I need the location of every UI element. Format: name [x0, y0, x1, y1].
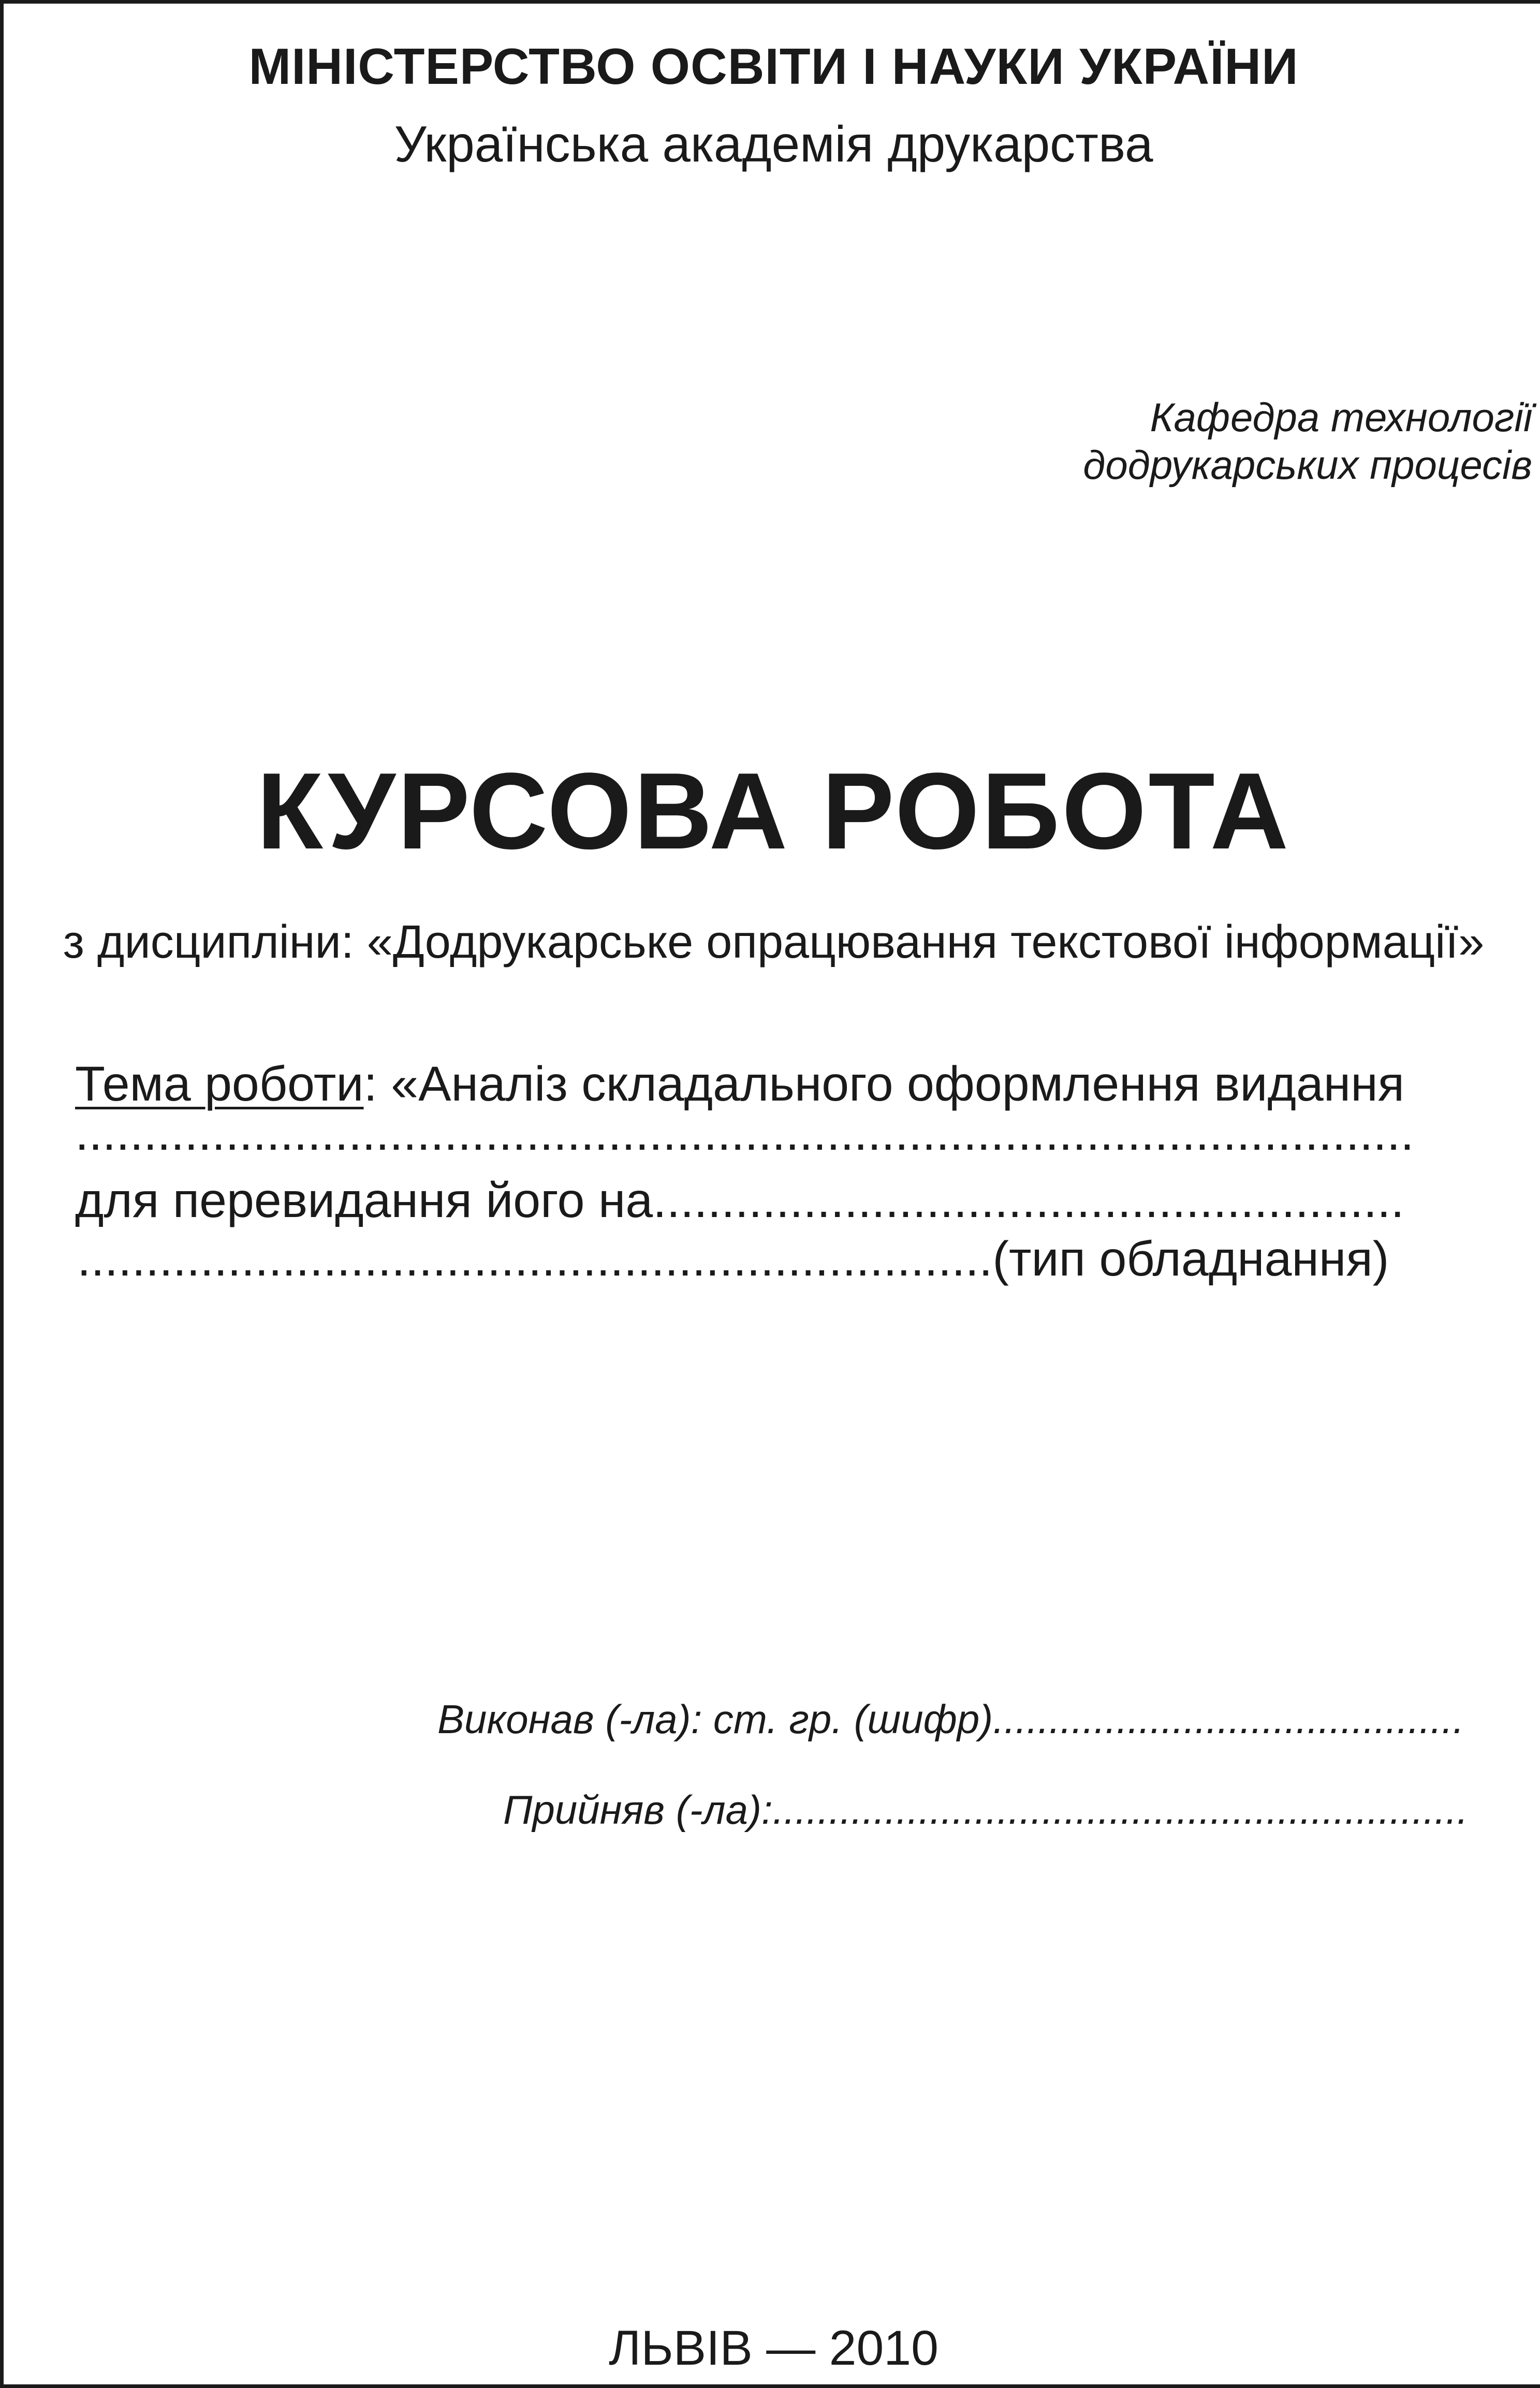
theme-line-4: ...................................................................(тип обладнання) — [77, 1232, 1389, 1286]
document-title: КУРСОВА РОБОТА — [256, 750, 1291, 872]
accepted-signature-line: Прийняв (-ла):.............................................................. — [503, 1787, 1469, 1833]
performer-signature-line: Виконав (-ла): ст. гр. (шифр).......................................... — [437, 1696, 1464, 1742]
theme-text: : «Аналіз складального оформлення видання — [363, 1057, 1405, 1111]
theme-line-3: для перевидання його на....................................................... — [75, 1173, 1404, 1228]
academy-name: Українська академія друкарства — [394, 115, 1153, 172]
theme-line-2: .................................................................................................. — [75, 1106, 1414, 1161]
theme-label: Тема роботи — [75, 1057, 364, 1111]
theme-line-1 — [75, 1057, 1405, 1111]
department-line-2: додрукарських процесів — [1083, 442, 1532, 488]
department-line-1: Кафедра технології — [1150, 394, 1532, 440]
ministry-heading: МІНІСТЕРСТВО ОСВІТИ І НАУКИ УКРАЇНИ — [248, 38, 1299, 95]
discipline-line: з дисципліни: «Додрукарське опрацювання текстової інформації» — [63, 916, 1485, 968]
city-year: ЛЬВІВ — 2010 — [609, 2321, 938, 2376]
